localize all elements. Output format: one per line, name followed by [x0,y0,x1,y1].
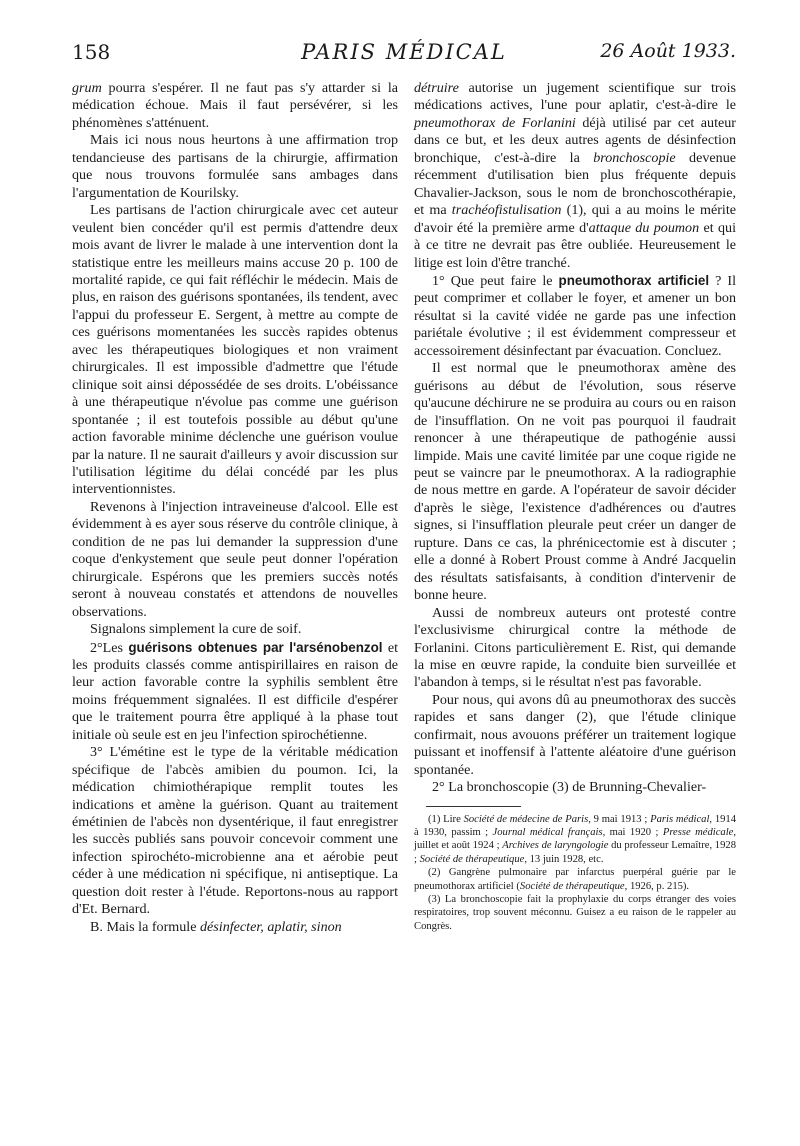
paragraph: 2° La bronchoscopie (3) de Brunning-Chevalier- [432,779,707,796]
paragraph: Aussi de nombreux auteurs ont protesté contre l'exclusivisme chirurgical contre la méthode de Forlanini. Citons particulièrement E. Rist, qui demande la mise en œuvre rapide, la conduite bien surveillée et l'abandon à temps, si le résultat n'est pas favorable. [414,604,736,691]
page-number: 158 [72,40,111,64]
footnotes [414,813,736,934]
paragraph: 3° L'émétine est le type de la véritable médication spécifique de l'abcès amibien du poumon. Ici, la médication chimiothérapique remplit toutes les indications et amène la guérison. Quant au traitement émétinien de l'abcès non dysentérique, il faut enregistrer les succès publiés sans pouvoir concevoir comment une infection spirochéto-microbienne ana et aérobie peut céder à une médication ni spécifique, ni antiseptique. La question doit rester à l'étude. Reportons-nous au rapport d'Et. Bernard. [72,744,398,918]
running-header [72,40,736,70]
footnote-divider [426,806,521,807]
paragraph: Pour nous, qui avons dû au pneumothorax des succès rapides et sans danger (2), que l'étude clinique confirmait, nous avouons préférer un traitement logique puissant et inoffensif à l'attente aléatoire d'une guérison spontanée. [414,691,736,778]
footnote: (2) Gangrène pulmonaire par infarctus puerpéral guérie par le pneumothorax artificiel (Société de thérapeutique, 1926, p. 215). [414,867,736,892]
paragraph: Il est normal que le pneumothorax amène des guérisons au début de l'évolution, sous réserve qu'aucune déchirure ne se produira au cours ou en raison de l'insufflation. On ne voit pas pourquoi il faudrait renoncer à une thérapeutique de pathogénie aussi limpide. Mais une cavité limitée par une coque rigide ne peut se vaincre par le pneumothorax. A la radiographie de nous mettre en garde. A l'opérateur de savoir décider d'après le siège, l'existence d'adhérences ou d'autres signes, si l'insufflation pleurale peut créer un danger de rupture. Dans ce cas, la phrénicectomie est à discuter ; elle a donné à Robert Proust comme à André Jacquelin des résultats satisfaisants, à condition d'intervenir de bonne heure. [414,360,736,604]
paragraph: détruire autorise un jugement scientifique sur trois médications actives, l'une pour aplatir, c'est-à-dire le pneumothorax de Forlanini déjà utilisé par cet auteur dans ce but, et les deux autres agents de désinfection bronchique, c'est-à-dire la bronchoscopie devenue récemment d'utilisation bien plus fréquente depuis Chavalier-Jackson, sous le nom de bronchoscothérapie, et ma trachéofistulisation (1), qui a au moins le mérite d'avoir été la première arme d'attaque du poumon et qui à ce titre ne devrait pas être oubliée. Heureusement le litige est loin d'être tranché. [414,80,737,271]
paragraph: grum pourra s'espérer. Il ne faut pas s'y attarder si la médication échoue. Mais il faut persévérer, si les phénomènes s'atténuent. [72,80,398,131]
paragraph: Mais ici nous nous heurtons à une affirmation trop tendancieuse des partisans de la chirurgie, affirmation que nous trouvons formulée sans ambages dans l'argumentation de Kourilsky. [72,132,398,201]
paragraph: Revenons à l'injection intraveineuse d'alcool. Elle est évidemment à es ayer sous réserve du contrôle clinique, à condition de ne pas lui demander la suppression d'une coque d'enkystement que seule peut donner l'opération chirurgicale. Espérons que les premiers succès notés seront à nouveau constatés et attendons de nouvelles observations. [72,498,398,620]
journal-title: PARIS MÉDICAL [301,40,507,64]
paragraph: 2°Les guérisons obtenues par l'arsénobenzol et les produits classés comme antispirillaires en raison de leur action favorable contre la syphilis semblent être moins fréquemment signalées. Il est difficile d'espérer que le traitement pourra être appliqué à la phase tout initiale où seule est en jeu l'infection spirochétienne. [72,639,398,743]
paragraph: B. Mais la formule désinfecter, aplatir, sinon [90,918,342,935]
right-column [414,80,736,933]
paragraph: Les partisans de l'action chirurgicale avec cet auteur veulent bien concéder qu'il est permis d'attendre deux mois avant de livrer le malade à une intervention dont la statistique entre les meilleurs mains accuse 20 p. 100 de mortalité rapide, ce qui fait réfléchir le médecin. Mais de plus, en raison des guérisons spontanées, ils tendent, avec l'appui du professeur E. Sergent, à mettre au compte de ces guérisons momentanées les succès rapides obtenus avec les thérapeutiques biologiques et non vraiment chirurgicales. Il est impossible d'admettre que l'étude clinique soit ainsi dépossédée de ses droits. L'obéissance à une thérapeutique n'évolue pas comme une guérison spontanée ; il est toutefois possible au début qu'une action favorable minime déclenche une guérison voulue par la nature. Il ne saurait d'ailleurs y avoir discussion sur l'utilisation légitime du délai concédé par les plus interventionnistes. [72,202,398,498]
paragraph: 1° Que peut faire le pneumothorax artificiel ? Il peut comprimer et collaber le foyer, et amener un bon résultat si la cavité vidée ne garde pas une infection pariétale évolutive ; il est évidemment compresseur et accessoirement désinfectant par évacuation. Concluez. [414,272,736,359]
left-column [72,80,398,936]
footnote: (3) La bronchoscopie fait la prophylaxie du corps étranger des voies respiratoires, trop souvent méconnu. Guisez a eu raison de le rappeler au Congrès. [414,894,736,932]
footnote: (1) Lire Société de médecine de Paris, 9 mai 1913 ; Paris médical, 1914 à 1930, passim ; Journal médical français, mai 1920 ; Presse médicale, juillet et août 1924 ; Archives de laryngologie du professeur Lemaître, 1928 ; Société de thérapeutique, 13 juin 1928, etc. [414,813,737,865]
paragraph: Signalons simplement la cure de soif. [90,621,302,638]
issue-date: 26 Août 1933. [600,40,736,62]
